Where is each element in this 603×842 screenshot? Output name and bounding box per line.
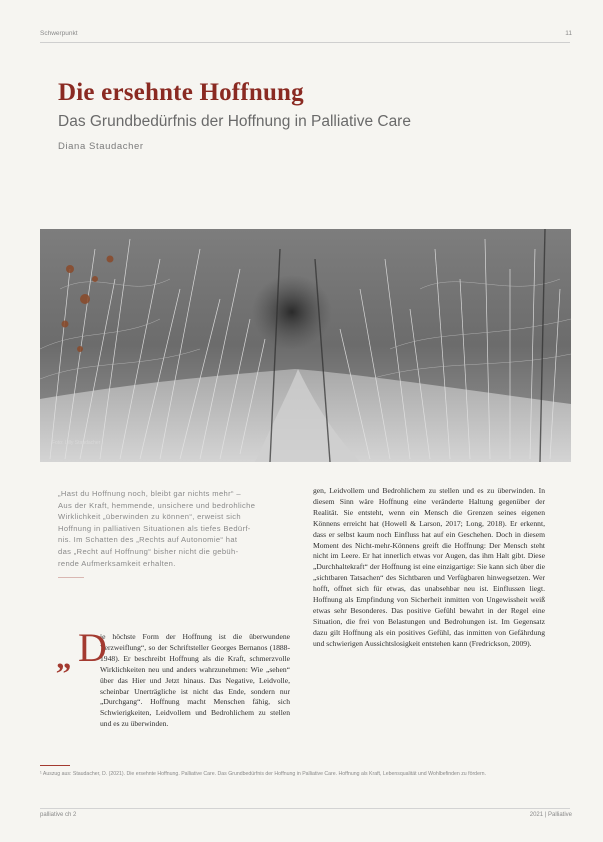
footer-issue: 2021 | Palliative <box>529 812 572 818</box>
footnote: ¹ Auszug aus: Staudacher, D. (2021). Die ersehnte Hoffnung. Palliative Care. Das Grundbedürfnis der Hoffnung in Palliative Care. Hoffnung als Kraft, Lebensqualität und Wohlbefinden zu fördern. <box>40 771 487 777</box>
footnote-rule <box>40 765 70 766</box>
opening-quote-mark: „ <box>56 640 72 675</box>
photo-credit: Foto: Lilly Staudacher <box>52 440 101 446</box>
lead-divider <box>58 577 84 578</box>
lead-column <box>58 488 290 578</box>
body-paragraph: gen, Leidvollem und Bedrohlichem zu stellen und es zu überwinden. In diesem Sinn wäre Hoffnung eine veränderte Haltung gegenüber der Realität. Sie entsteht, wenn ein Mensch die Grenzen seines eigenen Könnens erreicht hat (Howell & Larson, 2017; Long, 2018). Er erkennt, dass er selbst kaum noch Einfluss hat auf ein Geschehen. Doch in diesem Moment des Nicht-mehr-Könnens greift die Hoffnung: Der Mensch steht nicht im Leere. Er hat innerlich etwas vor Augen, das ihm Halt gibt. Diese „Durchhaltekraft“ der Hoffnung ist eine einzigartige: Sie kann sich über die „sichtbaren Tatsachen“ des Sichtbaren und Verfügbaren hinwegsetzen. Wer hofft, offnet sich für etwas, das unabsehbar neu ist. Einflussen liegt. Hoffnung als Empfindung von Sicherheit inmitten von Ungewissheit weiß etwas sehr Besonderes. Das positive Gefühl bewahrt in der Regel eine Situation, die frei von Belastungen und Bedrohungen ist. Im Gegensatz dazu gilt Hoffnung als ein positives Gefühl, das inmitten von Gefährdung und schwierigen Aussichtslosigkeit entstehen kann (Fredrickson, 2009). <box>313 486 545 648</box>
lead-line: „Hast du Hoffnung noch, bleibt gar nichts mehr“ – <box>58 489 241 498</box>
footer-publication: palliative ch 2 <box>40 812 77 818</box>
lead-line: Wirklichkeit „überwinden zu können“, erweist sich <box>58 512 242 522</box>
lead-line: Hoffnung in palliativen Situationen als tiefes Bedürf- <box>58 523 251 533</box>
section-label: Schwerpunkt <box>40 30 78 37</box>
header-rule <box>40 42 570 43</box>
drop-cap: D <box>78 625 107 670</box>
lead-line: nis. Im Schatten des „Rechts auf Autonomie“ hat <box>58 535 238 545</box>
lead-line: Aus der Kraft, hemmende, unsichere und bedrohliche <box>58 500 256 510</box>
footer-rule <box>40 808 570 809</box>
body-column-left <box>56 625 290 730</box>
article-title: Die ersehnte Hoffnung <box>58 78 304 106</box>
frosted-path-photo <box>40 229 571 462</box>
lead-line: rende Aufmerksamkeit erhalten. <box>58 558 176 568</box>
lead-paragraph <box>58 488 290 569</box>
running-head <box>40 30 572 42</box>
body-column-right <box>313 486 545 650</box>
body-paragraph: ie höchste Form der Hoffnung ist die überwundene Verzweiflung“, so der Schriftsteller Georges Bernanos (1888-1948). Er beschreibt Hoffnung als die Kraft, schmerzvolle Wirklichkeiten neu und anders wahrzunehmen: Wie „sehen“ über das Hier und Jetzt hinaus. Das Negative, Leidvolle, scheinbar Unerträgliche ist nicht das Ende, sondern nur „Durchgang“. Hoffnung macht Menschen fähig, sich Schwierigkeiten, Leidvollem und Bedrohlichem zu stellen und es zu überwinden. <box>100 632 290 729</box>
lead-line: das „Recht auf Hoffnung“ bisher nicht die gebüh- <box>58 546 239 556</box>
page-number: 11 <box>565 30 572 37</box>
article-subtitle: Das Grundbedürfnis der Hoffnung in Palliative Care <box>58 112 411 130</box>
author-name: Diana Staudacher <box>58 141 144 152</box>
